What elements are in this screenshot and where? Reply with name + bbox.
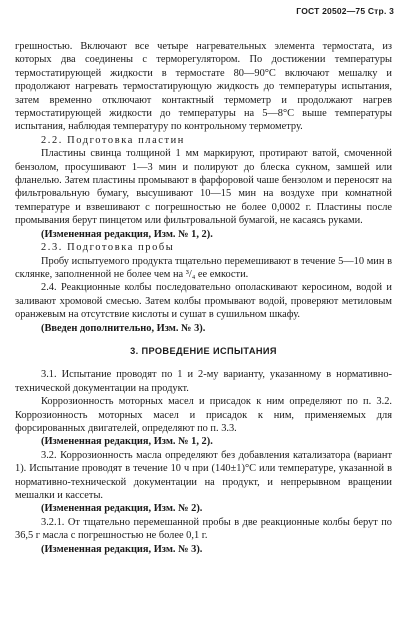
- paragraph-2-4: 2.4. Реакционные колбы последовательно ополаскивают керосином, водой и заливают хромовой смесью. Затем колбы промывают водой, проверяют метиловым оранжевым на отсутствие кислоты и сушат в сушильном шкафу.: [15, 282, 392, 321]
- section-title: 3. ПРОВЕДЕНИЕ ИСПЫТАНИЯ: [130, 345, 277, 356]
- amendment-note: (Измененная редакция, Изм. № 3).: [41, 543, 203, 555]
- subsection-heading-2-2: 2.2. Подготовка пластин: [41, 134, 185, 146]
- paragraph-3-2-1: 3.2.1. От тщательно перемешанной пробы в две реакционные колбы берут по 36,5 г масла с погрешностью не более 0,1 г.: [15, 516, 392, 542]
- paragraph-3-1: 3.1. Испытание проводят по 1 и 2-му варианту, указанному в нормативно-технической документации на продукт.: [15, 369, 392, 394]
- amendment-note: (Измененная редакция, Изм. № 1, 2).: [41, 228, 213, 240]
- paragraph-continuation: грешностью. Включают все четыре нагревательных элемента термостата, из которых два соединены с терморегулятором. По достижении температуры термостатирующей жидкости в термостате 80—90°С включают мешалку и продолжают нагревать термостатирующую жидкость до температуры испытания, затем временно отключают контактный термометр и продолжают нагрев термостатирующей жидкости до температуры на 5—8°С выше температуры испытания, наблюдая температуру по контрольному термометру.: [15, 41, 392, 133]
- page-header: ГОСТ 20502—75 Стр. 3: [296, 6, 394, 16]
- document-body: [15, 40, 392, 556]
- amendment-note: (Введен дополнительно, Изм. № 3).: [41, 322, 206, 334]
- paragraph-corrosivity: Коррозионность моторных масел и присадок к ним определяют по п. 3.2. Коррозионность моторных масел и присадок к ним, применяемых для форсированных двигателей, определяют по п. 3.3.: [15, 396, 392, 434]
- amendment-note: (Измененная редакция, Изм. № 1, 2).: [41, 436, 213, 448]
- subsection-heading-2-3: 2.3. Подготовка пробы: [41, 242, 175, 254]
- amendment-note: (Измененная редакция, Изм. № 2).: [41, 503, 203, 515]
- paragraph-3-2: 3.2. Коррозионность масла определяют без добавления катализатора (вариант 1). Испытание проводят в течение 10 ч при (140±1)°С или температуре, указанной в нормативно-технической документации на продукт, и непрерывном вращении мешалки и кассеты.: [15, 449, 392, 501]
- paragraph-plates: Пластины свинца толщиной 1 мм маркируют, протирают ватой, смоченной бензолом, просушивают 1—3 мин и полируют до блеска сукном, замшей или фланелью. Затем пластины промывают в фарфоровой чаше бензолом и переносят на фильтровальную бумагу, высушивают 10—15 мин на воздухе при комнатной температуре и взвешивают с погрешностью не более 0,0002 г. Пластины после промывания берут пинцетом или фильтровальной бумагой, не касаясь руками.: [15, 148, 392, 227]
- paragraph-sample: Пробу испытуемого продукта тщательно перемешивают в течение 5—10 мин в склянке, заполненной не более чем на ³/₄ ее емкости.: [15, 255, 392, 280]
